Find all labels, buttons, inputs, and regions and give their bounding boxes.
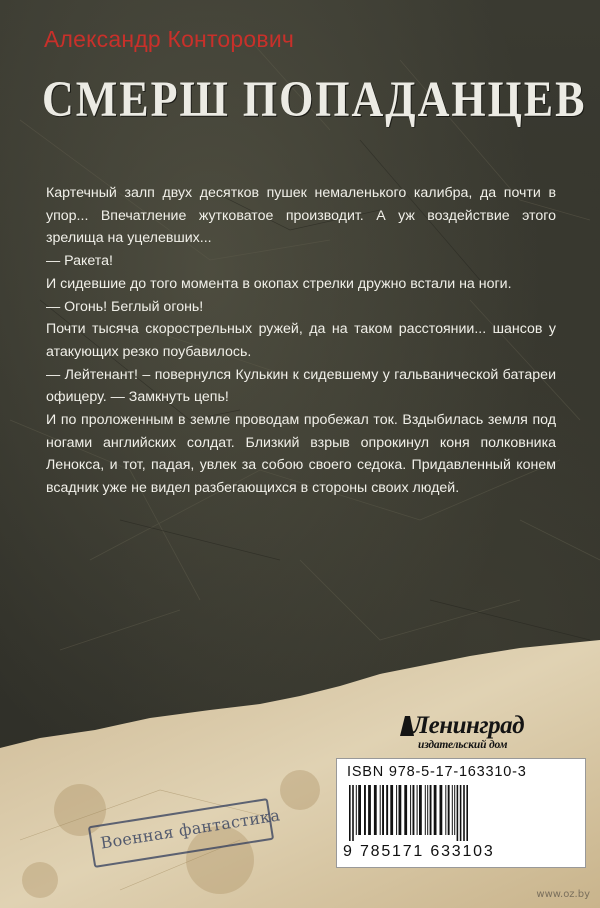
publisher-name: Ленинград: [412, 712, 525, 739]
isbn-barcode-box: [336, 758, 586, 868]
publisher-logo: [398, 712, 538, 754]
author-name: Александр Конторович: [44, 26, 295, 52]
genre-stamp-text: Военная фантастика: [99, 805, 282, 853]
ean-number: 9 785171 633103: [343, 843, 495, 860]
watermark-text: www.oz.by: [536, 889, 590, 900]
publisher-subtitle: издательский дом: [418, 739, 508, 751]
blurb-paragraph: И по проложенным в земле проводам пробежал ток. Вздыбилась земля под ногами английских солдат. Близкий взрыв опрокинул коня полковника Ленокса, и тот, падая, увлек за собою своего седока. Придавленный конем всадник уже не видел разбегающихся в стороны своих людей.: [46, 412, 556, 497]
book-title: СМЕРШ ПОПАДАНЦЕВ: [42, 71, 587, 128]
barcode-image: [347, 785, 575, 841]
isbn-number: ISBN 978-5-17-163310-3: [347, 764, 527, 780]
blurb-text: [46, 182, 556, 500]
blurb-paragraph: И сидевшие до того момента в окопах стрелки дружно встали на ноги.: [46, 275, 512, 292]
blurb-paragraph: Картечный залп двух десятков пушек немаленького калибра, да почти в упор... Впечатление жутковатое производит. А уж воздействие этого зрелища на уцелевших...: [46, 185, 556, 247]
blurb-paragraph: — Огонь! Беглый огонь!: [46, 298, 204, 315]
blurb-paragraph: — Ракета!: [46, 253, 113, 270]
blurb-paragraph: Почти тысяча скорострельных ружей, да на таком расстоянии... шансов у атакующих резко поубавилось.: [46, 321, 556, 360]
blurb-paragraph: — Лейтенант! – повернулся Кулькин к сидевшему у гальванической батареи офицеру. — Замкнуть цепь!: [46, 366, 556, 406]
